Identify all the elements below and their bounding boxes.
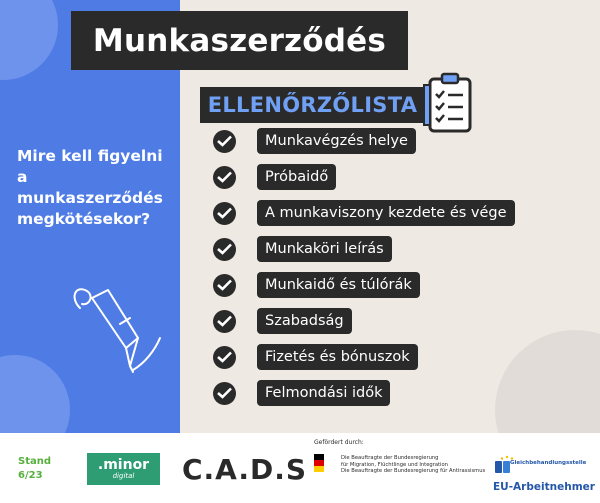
footer-logos xyxy=(0,433,600,503)
check-circle-icon xyxy=(213,166,236,189)
list-item xyxy=(213,272,593,298)
check-circle-icon xyxy=(213,202,236,225)
fountain-pen-icon xyxy=(60,268,170,378)
subtitle-banner xyxy=(200,87,425,123)
minor-logo-sub: digital xyxy=(112,472,135,480)
check-circle-icon xyxy=(213,382,236,405)
list-item xyxy=(213,200,593,226)
check-circle-icon xyxy=(213,274,236,297)
list-item xyxy=(213,344,593,370)
eu-logo-title: EU-Arbeitnehmer xyxy=(493,481,595,493)
stand-date: 6/23 xyxy=(18,470,43,481)
stand-text: Stand xyxy=(18,456,52,467)
minor-digital-logo xyxy=(87,453,160,485)
eu-logo-subtitle: Gleichbehandlungsstelle xyxy=(510,460,587,466)
minor-logo-name: .minor xyxy=(97,457,150,473)
title-banner xyxy=(71,11,408,70)
checklist-item-label: Munkavégzés helye xyxy=(257,128,416,154)
decorative-circle xyxy=(0,0,58,80)
list-item xyxy=(213,380,593,406)
cads-logo: C.A.D.S xyxy=(182,453,308,486)
check-circle-icon xyxy=(213,310,236,333)
clipboard-checklist-icon xyxy=(418,70,480,136)
list-item xyxy=(213,128,593,154)
check-circle-icon xyxy=(213,130,236,153)
list-item xyxy=(213,308,593,334)
checklist-item-label: Felmondási idők xyxy=(257,380,390,406)
checklist-item-label: A munkaviszony kezdete és vége xyxy=(257,200,515,226)
funding-text xyxy=(341,455,501,475)
question-text: Mire kell figyelni a munkaszerződés megkötésekor? xyxy=(17,147,163,228)
funding-line: für Migration, Flüchtlinge und Integration xyxy=(341,461,448,468)
funding-line: Die Beauftragte der Bundesregierung xyxy=(341,455,439,461)
page-title: Munkaszerződés xyxy=(92,22,387,59)
federal-eagle-icon xyxy=(314,454,324,472)
check-circle-icon xyxy=(213,346,236,369)
subtitle: ELLENŐRZŐLISTA xyxy=(207,93,418,117)
list-item xyxy=(213,236,593,262)
funding-line: Die Beauftragte der Bundesregierung für Antirassismus xyxy=(341,468,486,474)
checklist-item-label: Munkaköri leírás xyxy=(257,236,392,262)
funding-heading: Gefördert durch: xyxy=(314,439,364,446)
checklist-item-label: Próbaidő xyxy=(257,164,336,190)
stand-label xyxy=(18,455,51,483)
government-funding-logo xyxy=(314,439,494,474)
checklist-item-label: Fizetés és bónuszok xyxy=(257,344,418,370)
checklist-item-label: Szabadság xyxy=(257,308,352,334)
check-circle-icon xyxy=(213,238,236,261)
list-item xyxy=(213,164,593,190)
checklist-item-label: Munkaidő és túlórák xyxy=(257,272,420,298)
